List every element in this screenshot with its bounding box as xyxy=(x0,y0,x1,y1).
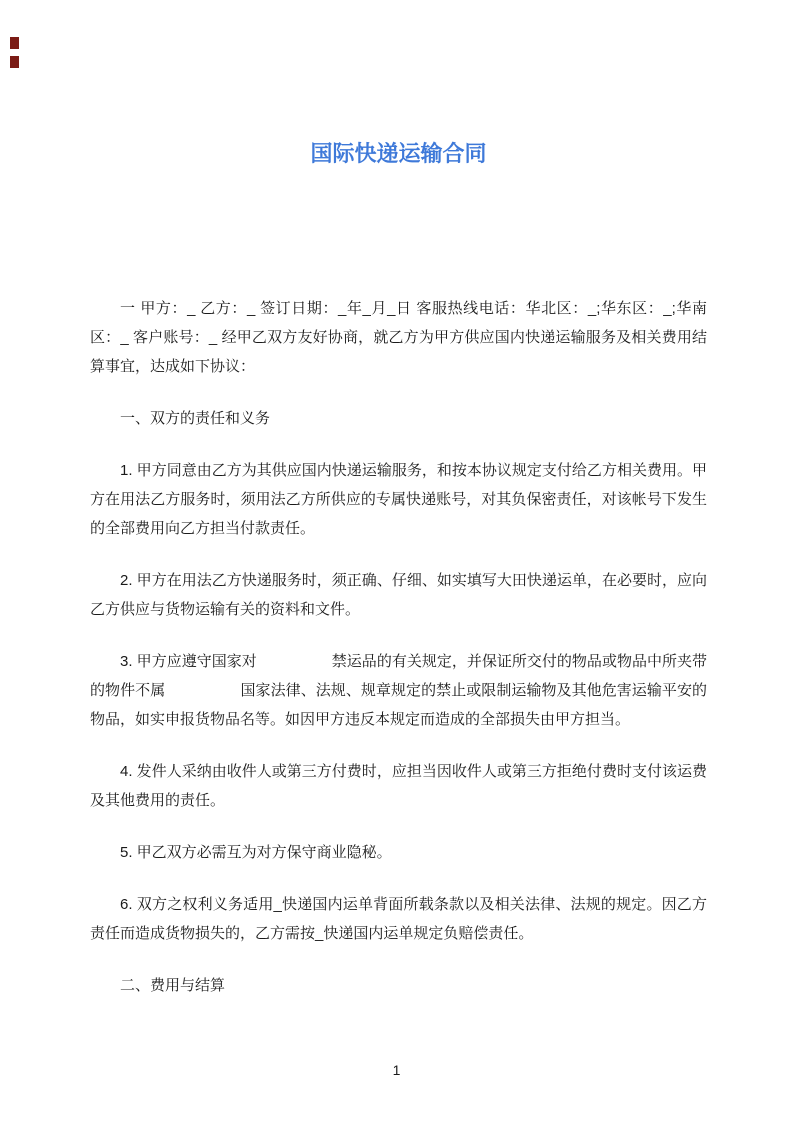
page-title: 国际快递运输合同 xyxy=(310,141,487,166)
section-2-heading: 二、费用与结算 xyxy=(120,977,226,994)
clause-4: 4. 发件人采纳由收件人或第三方付费时，应担当因收件人或第三方拒绝付费时支付该运费及其他费用的责任。 xyxy=(90,763,707,809)
intro-paragraph: 一 甲方：_ 乙方：_ 签订日期：_年_月_日 客服热线电话：华北区：_;华东区：_;华南区：_ 客户账号：_ 经甲乙双方友好协商，就乙方为甲方供应国内快递运输服务及相关费用结算事宜，达成如下协议： xyxy=(90,300,707,375)
section-1-heading: 一、双方的责任和义务 xyxy=(120,410,271,427)
red-corner-mark-icon xyxy=(10,56,19,68)
page-number: 1 xyxy=(392,1062,401,1078)
red-corner-mark-icon xyxy=(10,37,19,49)
clause-1: 1. 甲方同意由乙方为其供应国内快递运输服务，和按本协议规定支付给乙方相关费用。甲方在用法乙方服务时，须用法乙方所供应的专属快递账号，对其负保密责任，对该帐号下发生的全部费用向乙方担当付款责任。 xyxy=(90,462,707,537)
clause-5: 5. 甲乙双方必需互为对方保守商业隐秘。 xyxy=(120,844,392,861)
clause-6: 6. 双方之权利义务适用_快递国内运单背面所载条款以及相关法律、法规的规定。因乙方责任而造成货物损失的，乙方需按_快递国内运单规定负赔偿责任。 xyxy=(90,896,707,942)
clause-2: 2. 甲方在用法乙方快递服务时，须正确、仔细、如实填写大田快递运单，在必要时，应向乙方供应与货物运输有关的资料和文件。 xyxy=(90,572,707,618)
clause-3: 3. 甲方应遵守国家对 禁运品的有关规定，并保证所交付的物品或物品中所夹带的物件不属 国家法律、法规、规章规定的禁止或限制运输物及其他危害运输平安的物品，如实申报货物品名等。如因甲方违反本规定而造成的全部损失由甲方担当。 xyxy=(90,653,707,728)
